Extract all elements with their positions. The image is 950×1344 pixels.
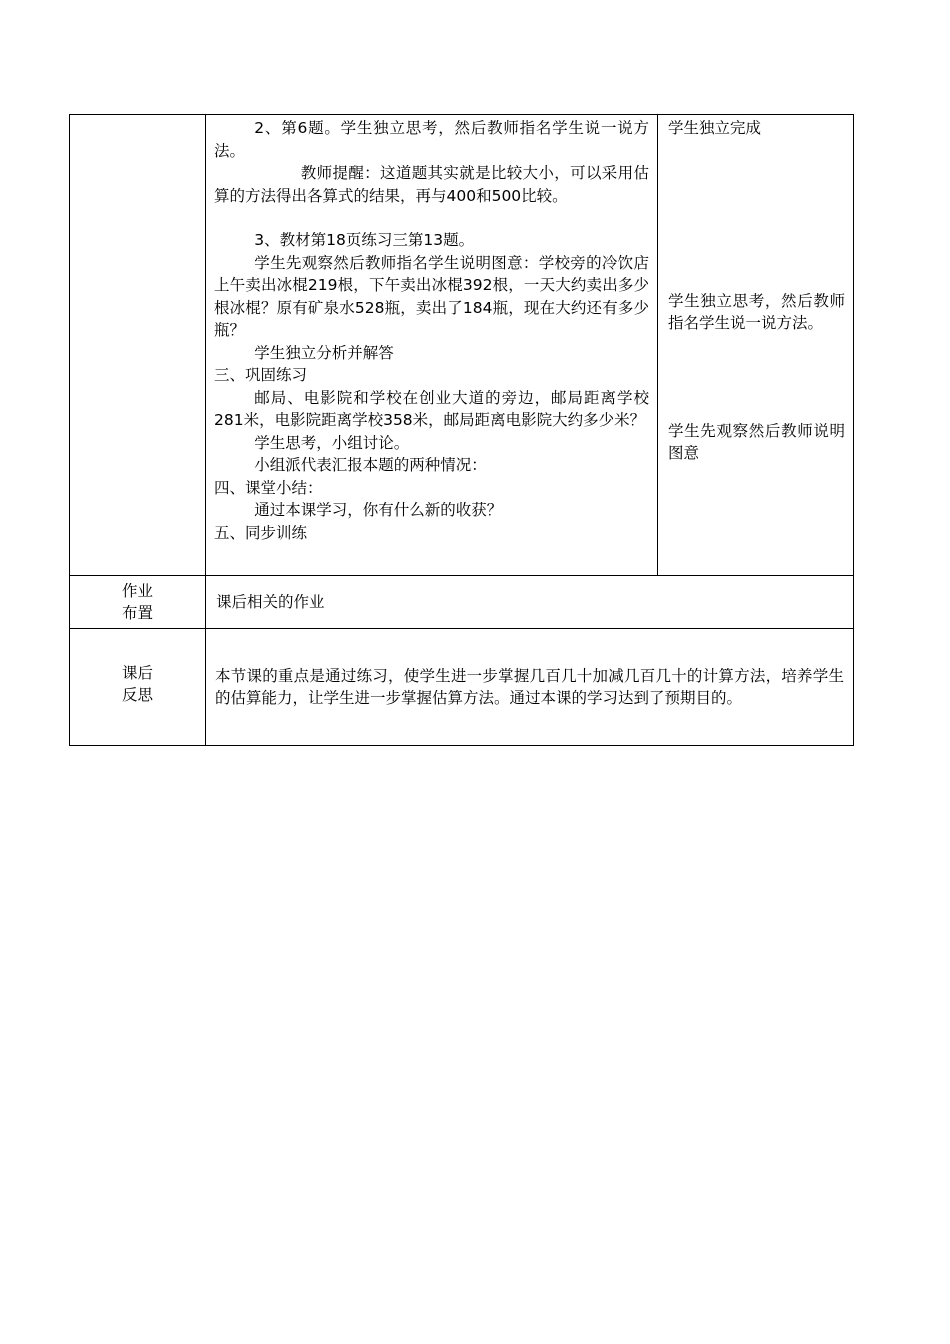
post-office-problem-text: 邮局、电影院和学校在创业大道的旁边，邮局距离学校281米，电影院距离学校358米，邮局距离电影院大约多少米？: [214, 388, 649, 429]
step-2-text: 2、第6题。学生独立思考，然后教师指名学生说一说方法。: [214, 119, 649, 160]
homework-label-line1: 作业: [121, 581, 153, 600]
independent-solve-text: 学生独立分析并解答: [254, 343, 394, 362]
side-note-think-explain: 学生独立思考，然后教师指名学生说一说方法。: [668, 291, 845, 332]
reflection-content-cell: [206, 629, 854, 746]
teacher-reminder-text: 教师提醒：这道题其实就是比较大小，可以采用估算的方法得出各算式的结果，再与400和500比较。: [214, 164, 649, 205]
group-report-text: 小组派代表汇报本题的两种情况：: [254, 456, 487, 474]
student-activity-cell: [658, 115, 854, 576]
side-note-observe: 学生先观察然后教师说明图意: [668, 421, 845, 462]
homework-content-cell: 课后相关的作业: [206, 576, 854, 629]
reflection-content: 本节课的重点是通过练习，使学生进一步掌握几百几十加减几百几十的计算方法，培养学生的估算能力，让学生进一步掌握估算方法。通过本课的学习达到了预期目的。: [215, 666, 844, 707]
side-note-independent: 学生独立完成: [668, 119, 762, 137]
reflection-label-cell: [70, 629, 206, 746]
reflection-label-line2: 反思: [121, 686, 153, 704]
process-row: [70, 115, 854, 576]
section-sync-training-heading: 五、同步训练: [214, 523, 308, 542]
homework-row: [70, 576, 854, 629]
paragraph-gap: [214, 207, 649, 229]
homework-label-line2: 布置: [121, 604, 153, 622]
homework-label-cell: [70, 576, 206, 629]
lesson-plan-table: [69, 114, 854, 746]
process-label-cell: [70, 115, 206, 576]
reflection-row: [70, 629, 854, 746]
process-content-cell: [206, 115, 658, 576]
reflection-label-line1: 课后: [121, 663, 153, 682]
observe-explain-text: 学生先观察然后教师指名学生说明图意：学校旁的冷饮店上午卖出冰棍219根，下午卖出冰棍392根，一天大约卖出多少根冰棍？原有矿泉水528瓶，卖出了184瓶，现在大约还有多少瓶？: [214, 253, 649, 339]
group-discuss-text: 学生思考，小组讨论。: [254, 433, 410, 452]
step-3-text: 3、教材第18页练习三第13题。: [254, 231, 475, 249]
section-summary-heading: 四、课堂小结：: [214, 478, 323, 497]
summary-question-text: 通过本课学习，你有什么新的收获？: [254, 501, 503, 519]
section-consolidation-heading: 三、巩固练习: [214, 366, 308, 384]
